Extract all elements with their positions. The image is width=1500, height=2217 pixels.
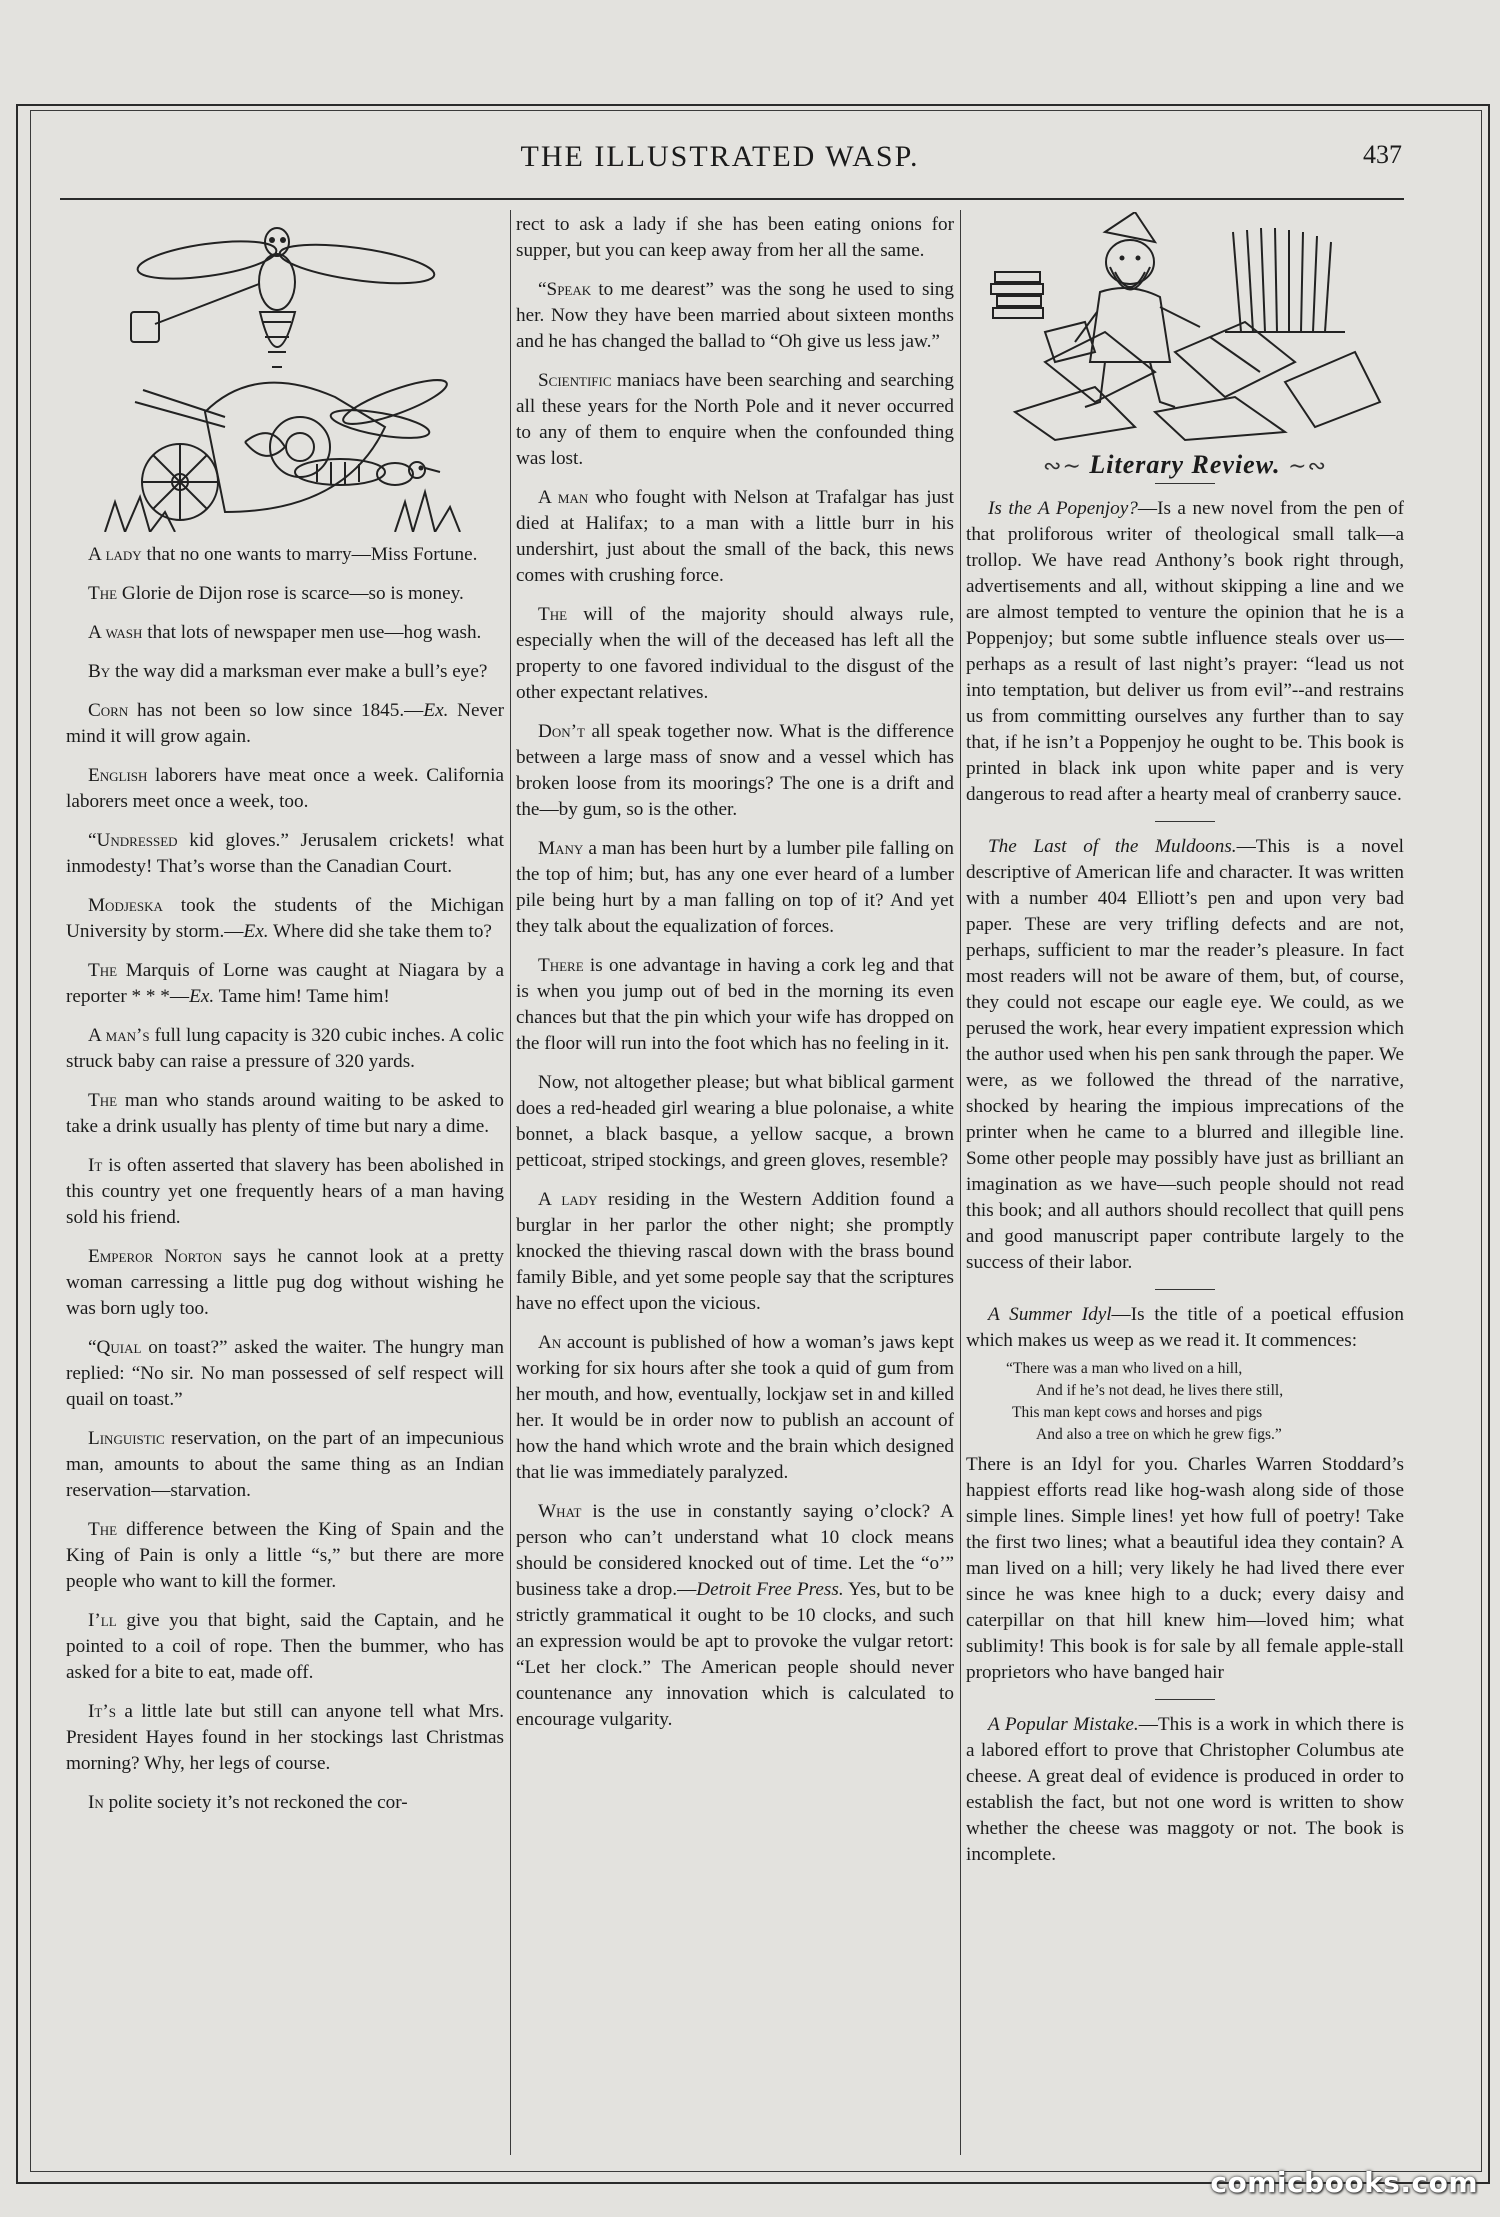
divider xyxy=(1155,1289,1215,1290)
section-heading-text: Literary Review. xyxy=(1089,450,1281,479)
paragraph-text: who fought with Nelson at Trafalgar has just died at Halifax; to a man with a little burr in his undershirt, just about the small of the back, this news comes with crushing force. xyxy=(516,487,954,586)
paragraph-text: is the use in constantly saying o’clock? A person who can’t understand what 10 clock means should be considered knocked out of time. Let the “o’” business take a drop.— xyxy=(516,1501,954,1600)
paragraph-text: all speak together now. What is the difference between a large mass of snow and a vessel which has broken loose from its moorings? The one is a drift and the—by gum, so is the other. xyxy=(516,721,954,820)
paragraph-text: full lung capacity is 320 cubic inches. A colic struck baby can raise a pressure of 320 yards. xyxy=(66,1025,504,1072)
paragraph-text: will of the majority should always rule, especially when the will of the deceased has left all the property to one favored individual to the disgust of the other expectant relatives. xyxy=(516,604,954,703)
paragraph-text: laborers have meat once a week. California laborers meet once a week, too. xyxy=(66,765,504,812)
lead-word: The xyxy=(88,583,118,604)
poem-line: “There was a man who lived on a hill, xyxy=(1006,1360,1243,1377)
column-3 xyxy=(966,212,1404,2152)
lead-word: Corn xyxy=(88,700,129,721)
lead-word: The xyxy=(538,604,568,625)
paragraph-text: —Is a new novel from the pen of that proliforous writer of theological small talk—a trollop. We have read Anthony’s book right through, advertisements and all, without skipping a line and we are almost tempted to venture the opinion that he is a Poppenjoy; but some subtle influence steals over us—perhaps as a result of last night’s prayer: “lead us not into temptation, but deliver us from evil”--and restrains us from committing ourselves any further than to say that, if he isn’t a Poppenjoy he ought to be. This book is printed in black ink upon white paper and is very dangerous to read after a hearty meal of cranberry sauce. xyxy=(966,498,1404,805)
lead-word: A lady xyxy=(538,1189,598,1210)
lead-word: A man xyxy=(538,487,589,508)
lead-word: By xyxy=(88,661,111,682)
paragraph-text: on toast?” asked the waiter. The hungry man replied: “No sir. No man possessed of self respect will quail on toast.” xyxy=(66,1337,504,1410)
lead-word: Undressed xyxy=(96,830,178,851)
lead-word: An xyxy=(538,1332,562,1353)
source-credit: Ex. xyxy=(189,986,215,1007)
header-rule xyxy=(60,198,1404,200)
lead-word: The xyxy=(88,960,118,981)
lead-word: Scientific xyxy=(538,370,612,391)
lead-word: Linguistic xyxy=(88,1428,165,1449)
paragraph-text: reservation, on the part of an impecunious man, amounts to about the same thing as an Indian reservation—starvation. xyxy=(66,1428,504,1501)
lead-word: There xyxy=(538,955,584,976)
lead-word: Many xyxy=(538,838,584,859)
source-credit: Ex. xyxy=(423,700,449,721)
source-credit: Ex. xyxy=(243,921,269,942)
lead-word: I’ll xyxy=(88,1610,117,1631)
divider xyxy=(1155,1699,1215,1700)
lead-word: A wash xyxy=(88,622,143,643)
lead-word: The xyxy=(88,1090,118,1111)
open-quote: “ xyxy=(538,279,547,300)
continued-text: rect to ask a lady if she has been eating onions for supper, but you can keep away from her all the same. xyxy=(516,214,954,261)
column-1 xyxy=(66,212,504,2152)
lead-word: Emperor Norton xyxy=(88,1246,223,1267)
poem-line: And also a tree on which he grew figs.” xyxy=(1036,1426,1282,1443)
lead-word: Don’t xyxy=(538,721,585,742)
poem xyxy=(966,1358,1404,1446)
lead-word: A lady xyxy=(88,544,142,565)
paragraph-text: Marquis of Lorne was caught at Niagara by a reporter * * *— xyxy=(66,960,504,1007)
open-quote: “ xyxy=(88,1337,97,1358)
lead-word: It’s xyxy=(88,1701,116,1722)
lead-word: English xyxy=(88,765,148,786)
lead-word: The xyxy=(88,1519,118,1540)
paragraph-text: Never mind it will grow again. xyxy=(66,700,504,747)
paragraph-text: a little late but still can anyone tell what Mrs. President Hayes found in her stockings last Christmas morning? Why, her legs of course. xyxy=(66,1701,504,1774)
paragraph-text: There is an Idyl for you. Charles Warren Stoddard’s happiest efforts read like hog-wash along side of those simple lines. Simple lines! yet how full of poetry! Take the first two lines; what a beautiful idea they contain? A man lived on a hill; very likely he had lived there ever since he was knee high to a duck; every daisy and caterpillar on that hill knew him—loved him; what sublimity! This book is for sale by all female apple-stall proprietors who have banged hair xyxy=(966,1454,1404,1683)
flourish-left-icon: ∾∼ xyxy=(1043,453,1082,478)
paragraph-text: account is published of how a woman’s jaws kept working for six hours after she took a quid of gum from her mouth, and how, eventually, lockjaw set in and killed her. It would be in order now to publish an account of how the hand which wrote and the brain which designed that lie was immediately paralyzed. xyxy=(516,1332,954,1483)
paragraph-text: Now, not altogether please; but what biblical garment does a red-headed girl wearing a blue polonaise, a white bonnet, a black basque, a yellow sacque, a brown petticoat, striped stockings, and green gloves, resemble? xyxy=(516,1072,954,1171)
wasp-chariot-illustration xyxy=(95,212,475,532)
paragraph-text: give you that bight, said the Captain, and he pointed to a coil of rope. Then the bummer, who has asked for a bite to eat, made off. xyxy=(66,1610,504,1683)
paragraph-text: to me dearest” was the song he used to sing her. Now they have been married about sixteen months and he has changed the ballad to “Oh give us less jaw.” xyxy=(516,279,954,352)
review-title: A Summer Idyl xyxy=(988,1304,1112,1325)
paragraph-text: says he cannot look at a pretty woman carressing a little pug dog without wishing he was born ugly too. xyxy=(66,1246,504,1319)
page-number: 437 xyxy=(1363,140,1402,169)
lead-word: A man’s xyxy=(88,1025,150,1046)
paragraph-text: is often asserted that slavery has been abolished in this country yet one frequently hears of a man having sold his friend. xyxy=(66,1155,504,1228)
paragraph-text: man who stands around waiting to be asked to take a drink usually has plenty of time but nary a dime. xyxy=(66,1090,504,1137)
column-2 xyxy=(516,212,954,2152)
source-credit: Detroit Free Press. xyxy=(696,1579,844,1600)
paragraph-text: a man has been hurt by a lumber pile falling on the top of him; but, has any one ever heard of a lumber pile being hurt by a man falling on top of it? And yet they talk about the equalization of forces. xyxy=(516,838,954,937)
lead-word: In xyxy=(88,1792,104,1813)
lead-word: What xyxy=(538,1501,582,1522)
column-rule-1 xyxy=(510,210,511,2155)
open-quote: “ xyxy=(88,830,97,851)
poem-line: And if he’s not dead, he lives there still, xyxy=(1036,1382,1284,1399)
page-title: THE ILLUSTRATED WASP. xyxy=(520,140,920,173)
lead-word: Quial xyxy=(96,1337,142,1358)
flourish-right-icon: ∼∾ xyxy=(1288,453,1327,478)
paragraph-text: Glorie de Dijon rose is scarce—so is money. xyxy=(117,583,464,604)
paragraph-text: kid gloves.” Jerusalem crickets! what inmodesty! That’s worse than the Canadian Court. xyxy=(66,830,504,877)
paragraph-text: is one advantage in having a cork leg and that is when you jump out of bed in the morning its even chances but that the pin which your wife has dropped on the floor will run into the foot which has no feeling in it. xyxy=(516,955,954,1054)
review-title: The Last of the Muldoons. xyxy=(988,836,1237,857)
paragraph-text: Where did she take them to? xyxy=(268,921,492,942)
paragraph-text: residing in the Western Addition found a burglar in her parlor the other night; she promptly knocked the thieving rascal down with the brass bound family Bible, and yet some people say that the scriptures have no effect upon the vicious. xyxy=(516,1189,954,1314)
paragraph-text: polite society it’s not reckoned the cor- xyxy=(103,1792,408,1813)
paragraph-text: maniacs have been searching and searching all these years for the North Pole and it never occurred to any of them to enquire when the confounded thing was lost. xyxy=(516,370,954,469)
paragraph-text: has not been so low since 1845.— xyxy=(128,700,424,721)
reader-with-books-illustration xyxy=(985,212,1385,442)
paragraph-text: difference between the King of Spain and the King of Pain is only a little “s,” but there are more people who want to kill the former. xyxy=(66,1519,504,1592)
lead-word: Speak xyxy=(546,279,592,300)
lead-word: Modjeska xyxy=(88,895,163,916)
lead-word: It xyxy=(88,1155,103,1176)
watermark: comicbooks.com xyxy=(1210,2166,1478,2199)
paragraph-text: Yes, but to be strictly grammatical it ought to be 10 clocks, and such an expression would be apt to provoke the vulgar retort: “Let her clock.” The American people should never countenance any innovation which is calculated to encourage vulgarity. xyxy=(516,1579,954,1730)
column-rule-2 xyxy=(960,210,961,2155)
divider xyxy=(1155,483,1215,484)
paragraph-text: —Is the title of a poetical effusion which makes us weep as we read it. It commences: xyxy=(966,1304,1404,1351)
review-title: A Popular Mistake. xyxy=(988,1714,1139,1735)
paragraph-text: Tame him! Tame him! xyxy=(214,986,390,1007)
paragraph-text: that no one wants to marry—Miss Fortune. xyxy=(141,544,478,565)
paragraph-text: the way did a marksman ever make a bull’s eye? xyxy=(110,661,488,682)
divider xyxy=(1155,821,1215,822)
paragraph-text: —This is a work in which there is a labored effort to prove that Christopher Columbus ate cheese. A great deal of evidence is produced in order to establish the fact, but not one word is written to show whether the cheese was maggoty or not. The book is incomplete. xyxy=(966,1714,1404,1865)
review-title: Is the A Popenjoy? xyxy=(988,498,1138,519)
paragraph-text: that lots of newspaper men use—hog wash. xyxy=(142,622,482,643)
section-heading xyxy=(966,452,1404,479)
poem-line: This man kept cows and horses and pigs xyxy=(1012,1404,1263,1421)
paragraph-text: took the students of the Michigan University by storm.— xyxy=(66,895,504,942)
paragraph-text: —This is a novel descriptive of American life and character. It was written with a number 404 Elliott’s pen and upon very bad paper. These are very trifling defects and are not, perhaps, sufficient to mar the reader’s pleasure. In fact most readers will not be aware of them, but, of course, they could not escape our eagle eye. We could, as we perused the work, hear every impatient expression which the author used when his pen sank through the paper. We were, as we followed the thread of the narrative, shocked by hearing the impious imprecations of the printer when he came to a blurred and illegible line. Some other people may possibly have just as brilliant an imagination as we have—such people should not read this book; and all authors should recollect that quill pens and good manuscript paper contribute largely to the success of their labor. xyxy=(966,836,1404,1273)
